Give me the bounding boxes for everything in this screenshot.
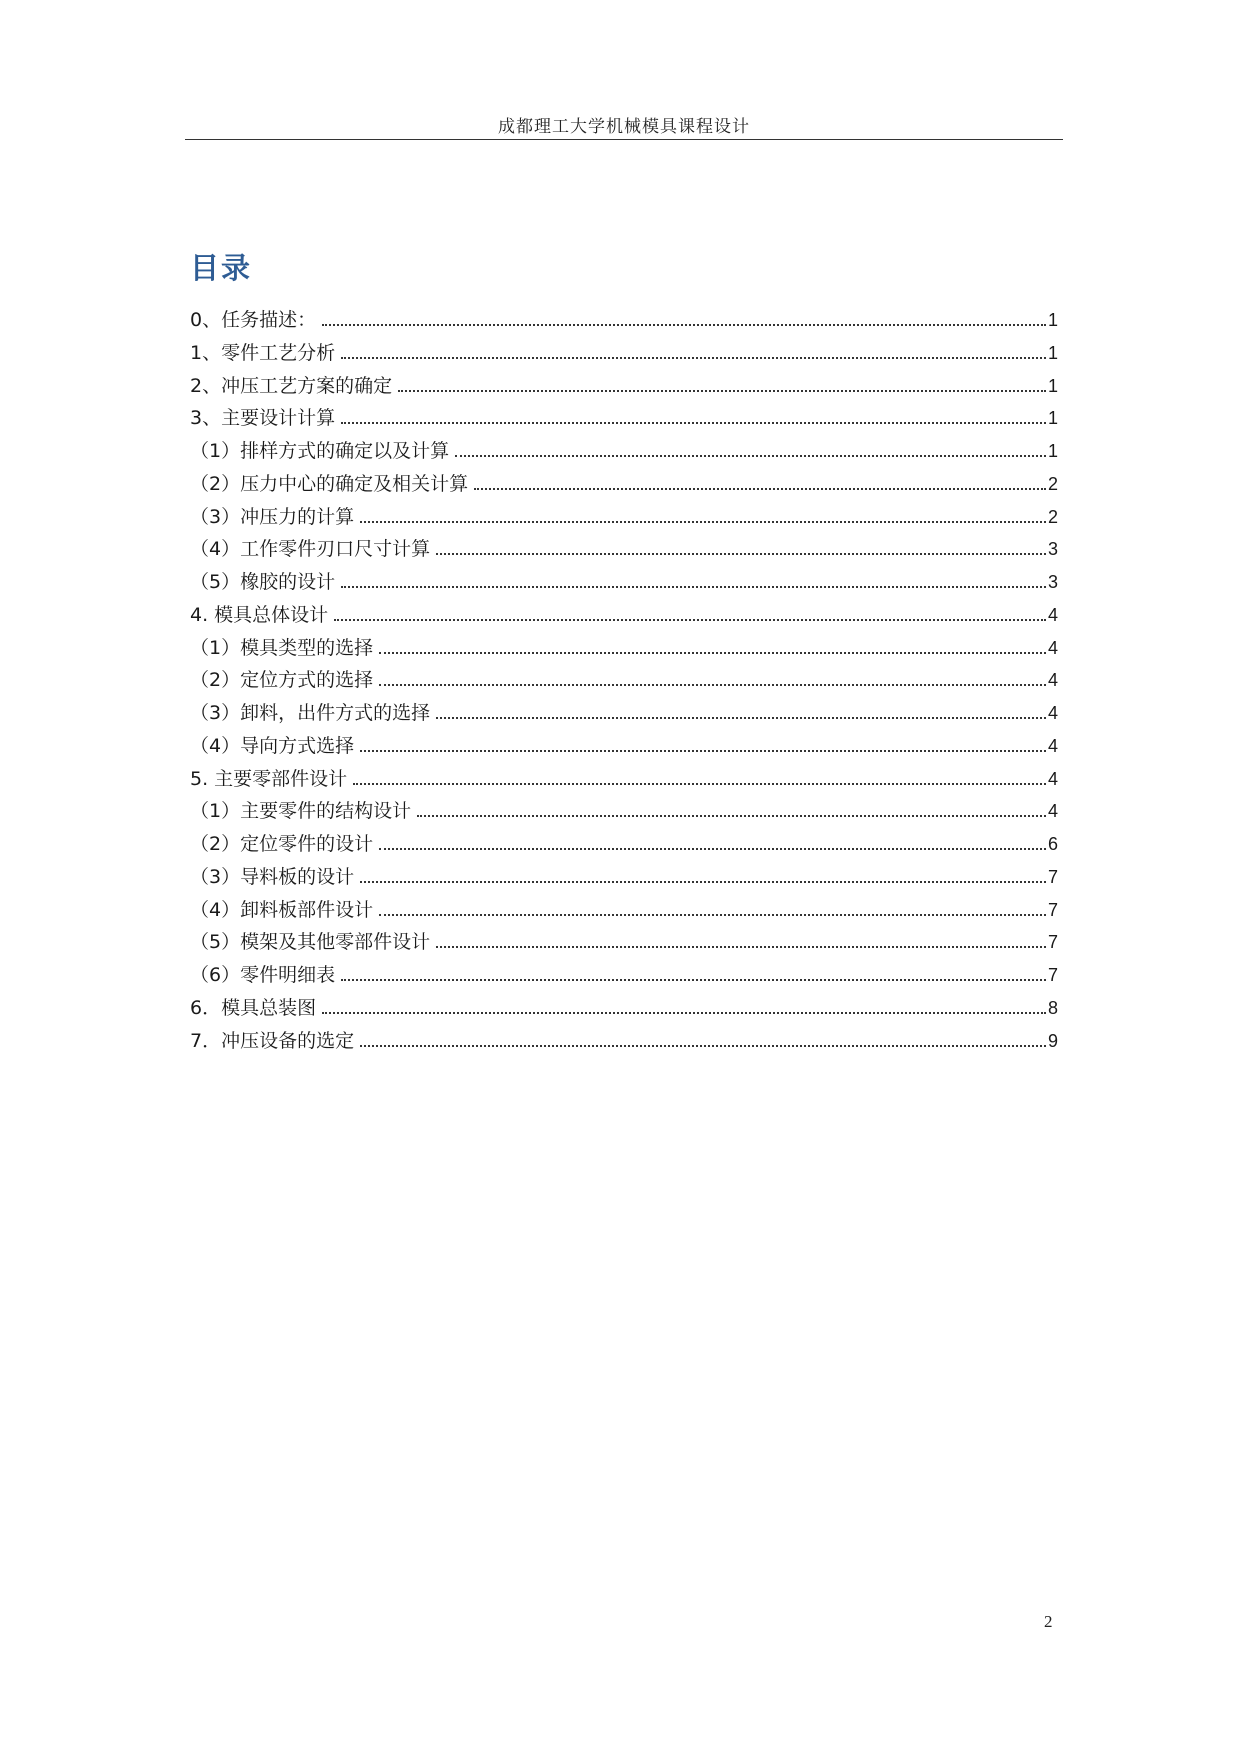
toc-entry-page-number: 7 <box>1047 866 1058 887</box>
toc-dot-leader <box>436 717 1046 719</box>
toc-dot-leader <box>474 488 1046 490</box>
toc-entry-page-number: 4 <box>1047 637 1058 658</box>
toc-entry[interactable] <box>190 895 1058 928</box>
toc-entry-label: 4. 模具总体设计 <box>190 603 329 626</box>
toc-dot-leader <box>398 390 1046 392</box>
toc-dot-leader <box>455 455 1046 457</box>
toc-entry[interactable] <box>190 469 1058 502</box>
toc-entry-label: （1）主要零件的结构设计 <box>190 800 412 823</box>
toc-entry-label: 7．冲压设备的选定 <box>190 1029 355 1052</box>
toc-entry[interactable] <box>190 371 1058 404</box>
toc-entry[interactable] <box>190 305 1058 338</box>
header-rule <box>185 139 1063 140</box>
toc-entry[interactable] <box>190 567 1058 600</box>
toc-entry[interactable] <box>190 698 1058 731</box>
toc-entry[interactable] <box>190 633 1058 666</box>
toc-entry-page-number: 2 <box>1047 473 1058 494</box>
toc-entry-label: 6．模具总装图 <box>190 996 317 1019</box>
toc-entry[interactable] <box>190 764 1058 797</box>
toc-dot-leader <box>341 357 1046 359</box>
toc-dot-leader <box>360 750 1046 752</box>
toc-entry-page-number: 4 <box>1047 670 1058 691</box>
toc-entry-page-number: 3 <box>1047 572 1058 592</box>
toc-entry-label: （2）压力中心的确定及相关计算 <box>190 472 469 495</box>
toc-dot-leader <box>322 324 1046 326</box>
toc-entry[interactable] <box>190 502 1058 535</box>
toc-entry-label: （3）冲压力的计算 <box>190 505 355 528</box>
toc-dot-leader <box>379 652 1046 654</box>
toc-entry-label: （3）卸料，出件方式的选择 <box>190 702 431 724</box>
toc-entry-label: 5. 主要零部件设计 <box>190 767 348 790</box>
toc-entry-label: （4）工作零件刃口尺寸计算 <box>190 538 431 561</box>
toc-dot-leader <box>360 881 1046 883</box>
toc-entry-page-number: 1 <box>1047 441 1058 461</box>
toc-entry-page-number: 4 <box>1047 768 1058 789</box>
toc-dot-leader <box>417 815 1046 817</box>
toc-entry-page-number: 7 <box>1047 965 1058 985</box>
toc-entry-label: （2）定位零件的设计 <box>190 833 374 855</box>
toc-entry[interactable] <box>190 534 1058 567</box>
toc-entry-page-number: 4 <box>1047 703 1058 723</box>
toc-entry-page-number: 4 <box>1047 735 1058 756</box>
toc-dot-leader <box>341 586 1046 588</box>
toc-entry-label: （2）定位方式的选择 <box>190 669 374 692</box>
toc-entry[interactable] <box>190 829 1058 862</box>
toc-entry[interactable] <box>190 731 1058 764</box>
toc-entry-page-number: 6 <box>1047 834 1058 854</box>
table-of-contents <box>190 305 1058 1058</box>
toc-entry-page-number: 4 <box>1047 604 1058 625</box>
toc-entry-label: 0、任务描述： <box>190 309 317 331</box>
toc-entry-label: （4）导向方式选择 <box>190 734 355 757</box>
toc-entry-page-number: 1 <box>1047 310 1058 330</box>
toc-entry-label: （1）模具类型的选择 <box>190 636 374 659</box>
toc-entry-label: （4）卸料板部件设计 <box>190 898 374 921</box>
toc-entry-page-number: 8 <box>1047 997 1058 1018</box>
toc-dot-leader <box>322 1012 1046 1014</box>
toc-entry-label: 2、冲压工艺方案的确定 <box>190 374 393 397</box>
toc-entry-label: （5）橡胶的设计 <box>190 571 336 593</box>
toc-entry-label: （1）排样方式的确定以及计算 <box>190 440 450 462</box>
toc-entry-page-number: 7 <box>1047 932 1058 953</box>
toc-entry-label: （5）模架及其他零部件设计 <box>190 931 431 954</box>
toc-entry-page-number: 1 <box>1047 342 1058 363</box>
toc-entry[interactable] <box>190 338 1058 371</box>
toc-dot-leader <box>379 848 1046 850</box>
toc-entry-label: 3、主要设计计算 <box>190 407 336 430</box>
toc-entry-label: 1、零件工艺分析 <box>190 341 336 364</box>
toc-entry[interactable] <box>190 1026 1058 1059</box>
toc-dot-leader <box>379 684 1046 686</box>
toc-entry-label: （6）零件明细表 <box>190 964 336 986</box>
running-header: 成都理工大学机械模具课程设计 <box>498 117 750 137</box>
toc-entry-page-number: 1 <box>1047 408 1058 429</box>
toc-dot-leader <box>353 783 1046 785</box>
toc-entry[interactable] <box>190 927 1058 960</box>
toc-entry[interactable] <box>190 403 1058 436</box>
toc-entry-page-number: 7 <box>1047 899 1058 920</box>
toc-entry[interactable] <box>190 436 1058 469</box>
toc-dot-leader <box>334 619 1046 621</box>
page-number: 2 <box>1044 1612 1053 1631</box>
toc-entry[interactable] <box>190 600 1058 633</box>
toc-entry[interactable] <box>190 796 1058 829</box>
toc-entry-label: （3）导料板的设计 <box>190 865 355 888</box>
toc-dot-leader <box>341 979 1046 981</box>
toc-entry[interactable] <box>190 993 1058 1026</box>
toc-dot-leader <box>360 521 1046 523</box>
toc-entry-page-number: 2 <box>1047 506 1058 527</box>
toc-entry-page-number: 9 <box>1047 1030 1058 1051</box>
toc-dot-leader <box>436 553 1046 555</box>
toc-entry-page-number: 4 <box>1047 801 1058 822</box>
toc-entry[interactable] <box>190 862 1058 895</box>
toc-title: 目录 <box>190 251 253 285</box>
toc-dot-leader <box>360 1045 1046 1047</box>
toc-dot-leader <box>436 946 1046 948</box>
toc-dot-leader <box>379 914 1046 916</box>
toc-entry[interactable] <box>190 665 1058 698</box>
toc-dot-leader <box>341 422 1046 424</box>
toc-entry[interactable] <box>190 960 1058 993</box>
toc-entry-page-number: 1 <box>1047 375 1058 396</box>
toc-entry-page-number: 3 <box>1047 539 1058 560</box>
